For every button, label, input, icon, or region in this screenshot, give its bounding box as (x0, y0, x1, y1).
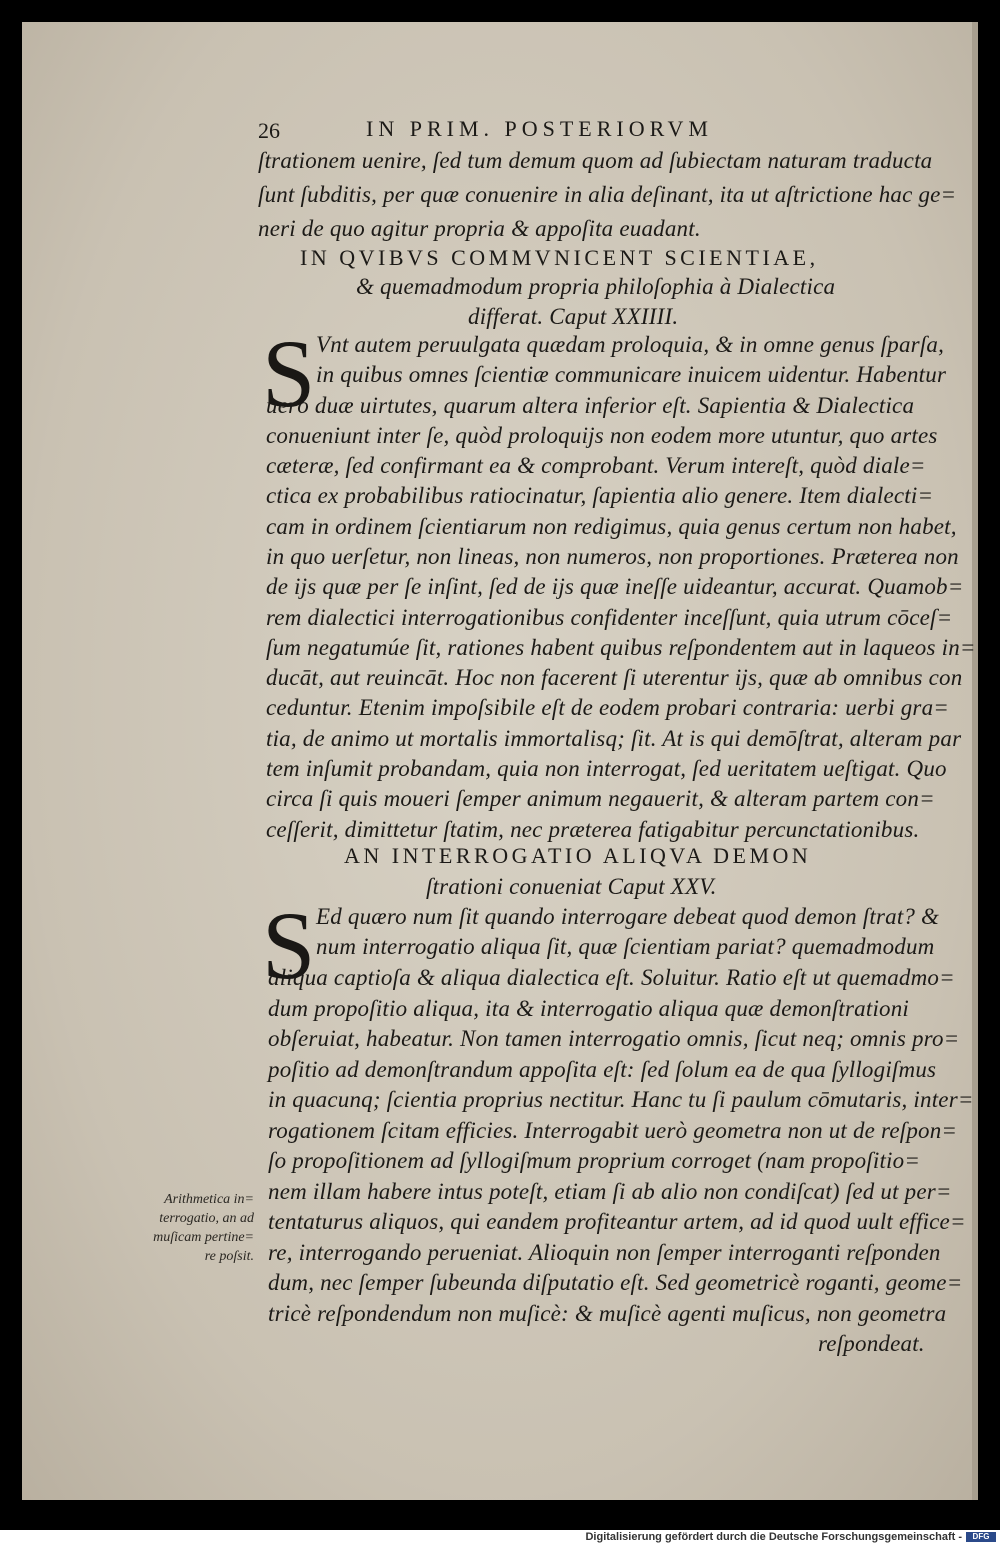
page-edge (972, 22, 978, 1500)
chapter-subheading: differat. Caput XXIIII. (468, 304, 679, 329)
text-line: cæteræ, ſed confirmant ea & comprobant. Verum intereſt, quòd diale= (266, 453, 926, 478)
text-line: tentaturus aliquos, qui eandem profiteantur artem, ad id quod uult effice= (268, 1209, 966, 1234)
text-line: uerò duæ uirtutes, quarum altera inferior eſt. Sapientia & Dialectica (266, 393, 915, 418)
text-line: reſpondeat. (818, 1331, 925, 1356)
text-line: nem illam habere intus poteſt, etiam ſi ab alio non condiſcat) ſed ut per= (268, 1179, 952, 1204)
text-line: ctica ex probabilibus ratiocinatur, ſapientia alio genere. Item dialecti= (266, 483, 934, 508)
text-line: poſitio ad demonſtrandum appoſita eſt: ſed ſolum ea de qua ſyllogiſmus (268, 1057, 937, 1082)
page-number: 26 (258, 118, 280, 143)
chapter-heading: AN INTERROGATIO ALIQVA DEMON (344, 843, 812, 868)
text-line: cam in ordinem ſcientiarum non redigimus, quia genus certum non habet, (266, 514, 957, 539)
text-line: ſtrationem uenire, ſed tum demum quom ad ſubiectam naturam traducta (258, 148, 933, 173)
text-line: dum propoſitio aliqua, ita & interrogatio aliqua quæ demonſtrationi (268, 996, 910, 1021)
text-line: conueniunt inter ſe, quòd proloquijs non eodem more utuntur, quo artes (266, 423, 938, 448)
text-line: ducāt, aut reuincāt. Hoc non facerent ſi uterentur ijs, quæ ab omnibus con (266, 665, 963, 690)
footer-credit: Digitalisierung gefördert durch die Deutsche Forschungsgemeinschaft - (585, 1531, 962, 1543)
text-line: neri de quo agitur propria & appoſita euadant. (258, 216, 701, 241)
marginal-note (114, 1190, 254, 1266)
footer-bar (0, 1530, 1000, 1544)
chapter-subheading: ſtrationi conueniat Caput XXV. (426, 874, 717, 899)
text-line: Ed quæro num ſit quando interrogare debeat quod demon ſtrat? & (316, 904, 940, 929)
dfg-logo: DFG (966, 1532, 996, 1542)
text-line: ſo propoſitionem ad ſyllogiſmum proprium corroget (nam propoſitio= (268, 1148, 921, 1173)
marginal-note-line: muſicam pertine= (153, 1230, 254, 1245)
chapter-heading: IN QVIBVS COMMVNICENT SCIENTIAE, (300, 245, 819, 270)
drop-cap: S (262, 892, 316, 999)
text-line: Vnt autem peruulgata quædam proloquia, & in omne genus ſparſa, (316, 332, 945, 357)
text-line: ceſſerit, dimittetur ſtatim, nec præterea fatigabitur percunctationibus. (266, 817, 920, 842)
text-line: obſeruiat, habeatur. Non tamen interrogatio omnis, ſicut neq; omnis pro= (268, 1026, 960, 1051)
marginal-note-line: terrogatio, an ad (159, 1211, 254, 1226)
text-line: re, interrogando perueniat. Alioquin non ſemper interroganti reſponden (268, 1240, 941, 1265)
text-line: ceduntur. Etenim impoſsibile eſt de eodem probari contraria: uerbi gra= (266, 695, 950, 720)
text-line: in quibus omnes ſcientiæ communicare inuicem uidentur. Habentur (316, 362, 947, 387)
text-line: circa ſi quis moueri ſemper animum negauerit, & alteram partem con= (266, 786, 935, 811)
marginal-note-line: Arithmetica in= (164, 1192, 254, 1207)
text-line: rem dialectici interrogationibus confidenter inceſſunt, quia utrum cōceſ= (266, 605, 953, 630)
text-line: dum, nec ſemper ſubeunda diſputatio eſt. Sed geometricè roganti, geome= (268, 1270, 963, 1295)
text-line: ſum negatumúe ſit, rationes habent quibus reſpondentem aut in laqueos in= (266, 635, 976, 660)
text-line: in quo uerſetur, non lineas, non numeros, non proportiones. Præterea non (266, 544, 959, 569)
text-line: in quacunq; ſcientia proprius nectitur. Hanc tu ſi paulum cōmutaris, inter= (268, 1087, 974, 1112)
text-line: tia, de animo ut mortalis immortalisq; ſit. At is qui demōſtrat, alteram par (266, 726, 962, 751)
marginal-note-line: re poſsit. (204, 1249, 254, 1264)
text-line: tricè reſpondendum non muſicè: & muſicè agenti muſicus, non geometra (268, 1301, 947, 1326)
text-line: rogationem ſcitam efficies. Interrogabit uerò geometra non ut de reſpon= (268, 1118, 958, 1143)
drop-cap: S (262, 320, 316, 427)
text-line: num interrogatio aliqua ſit, quæ ſcientiam pariat? quemadmodum (316, 934, 935, 959)
text-line: tem inſumit probandam, quia non interrogat, ſed ueritatem ueſtigat. Quo (266, 756, 947, 781)
text-line: aliqua captioſa & aliqua dialectica eſt. Soluitur. Ratio eſt ut quemadmo= (268, 965, 955, 990)
text-line: de ijs quæ per ſe inſint, ſed de ijs quæ ineſſe uideantur, accurat. Quamob= (266, 574, 964, 599)
text-line: ſunt ſubditis, per quæ conuenire in alia deſinant, ita ut aſtrictione hac ge= (258, 182, 957, 207)
running-title: IN PRIM. POSTERIORVM (366, 116, 713, 141)
book-page (22, 22, 978, 1500)
chapter-subheading: & quemadmodum propria philoſophia à Dialectica (356, 274, 836, 299)
